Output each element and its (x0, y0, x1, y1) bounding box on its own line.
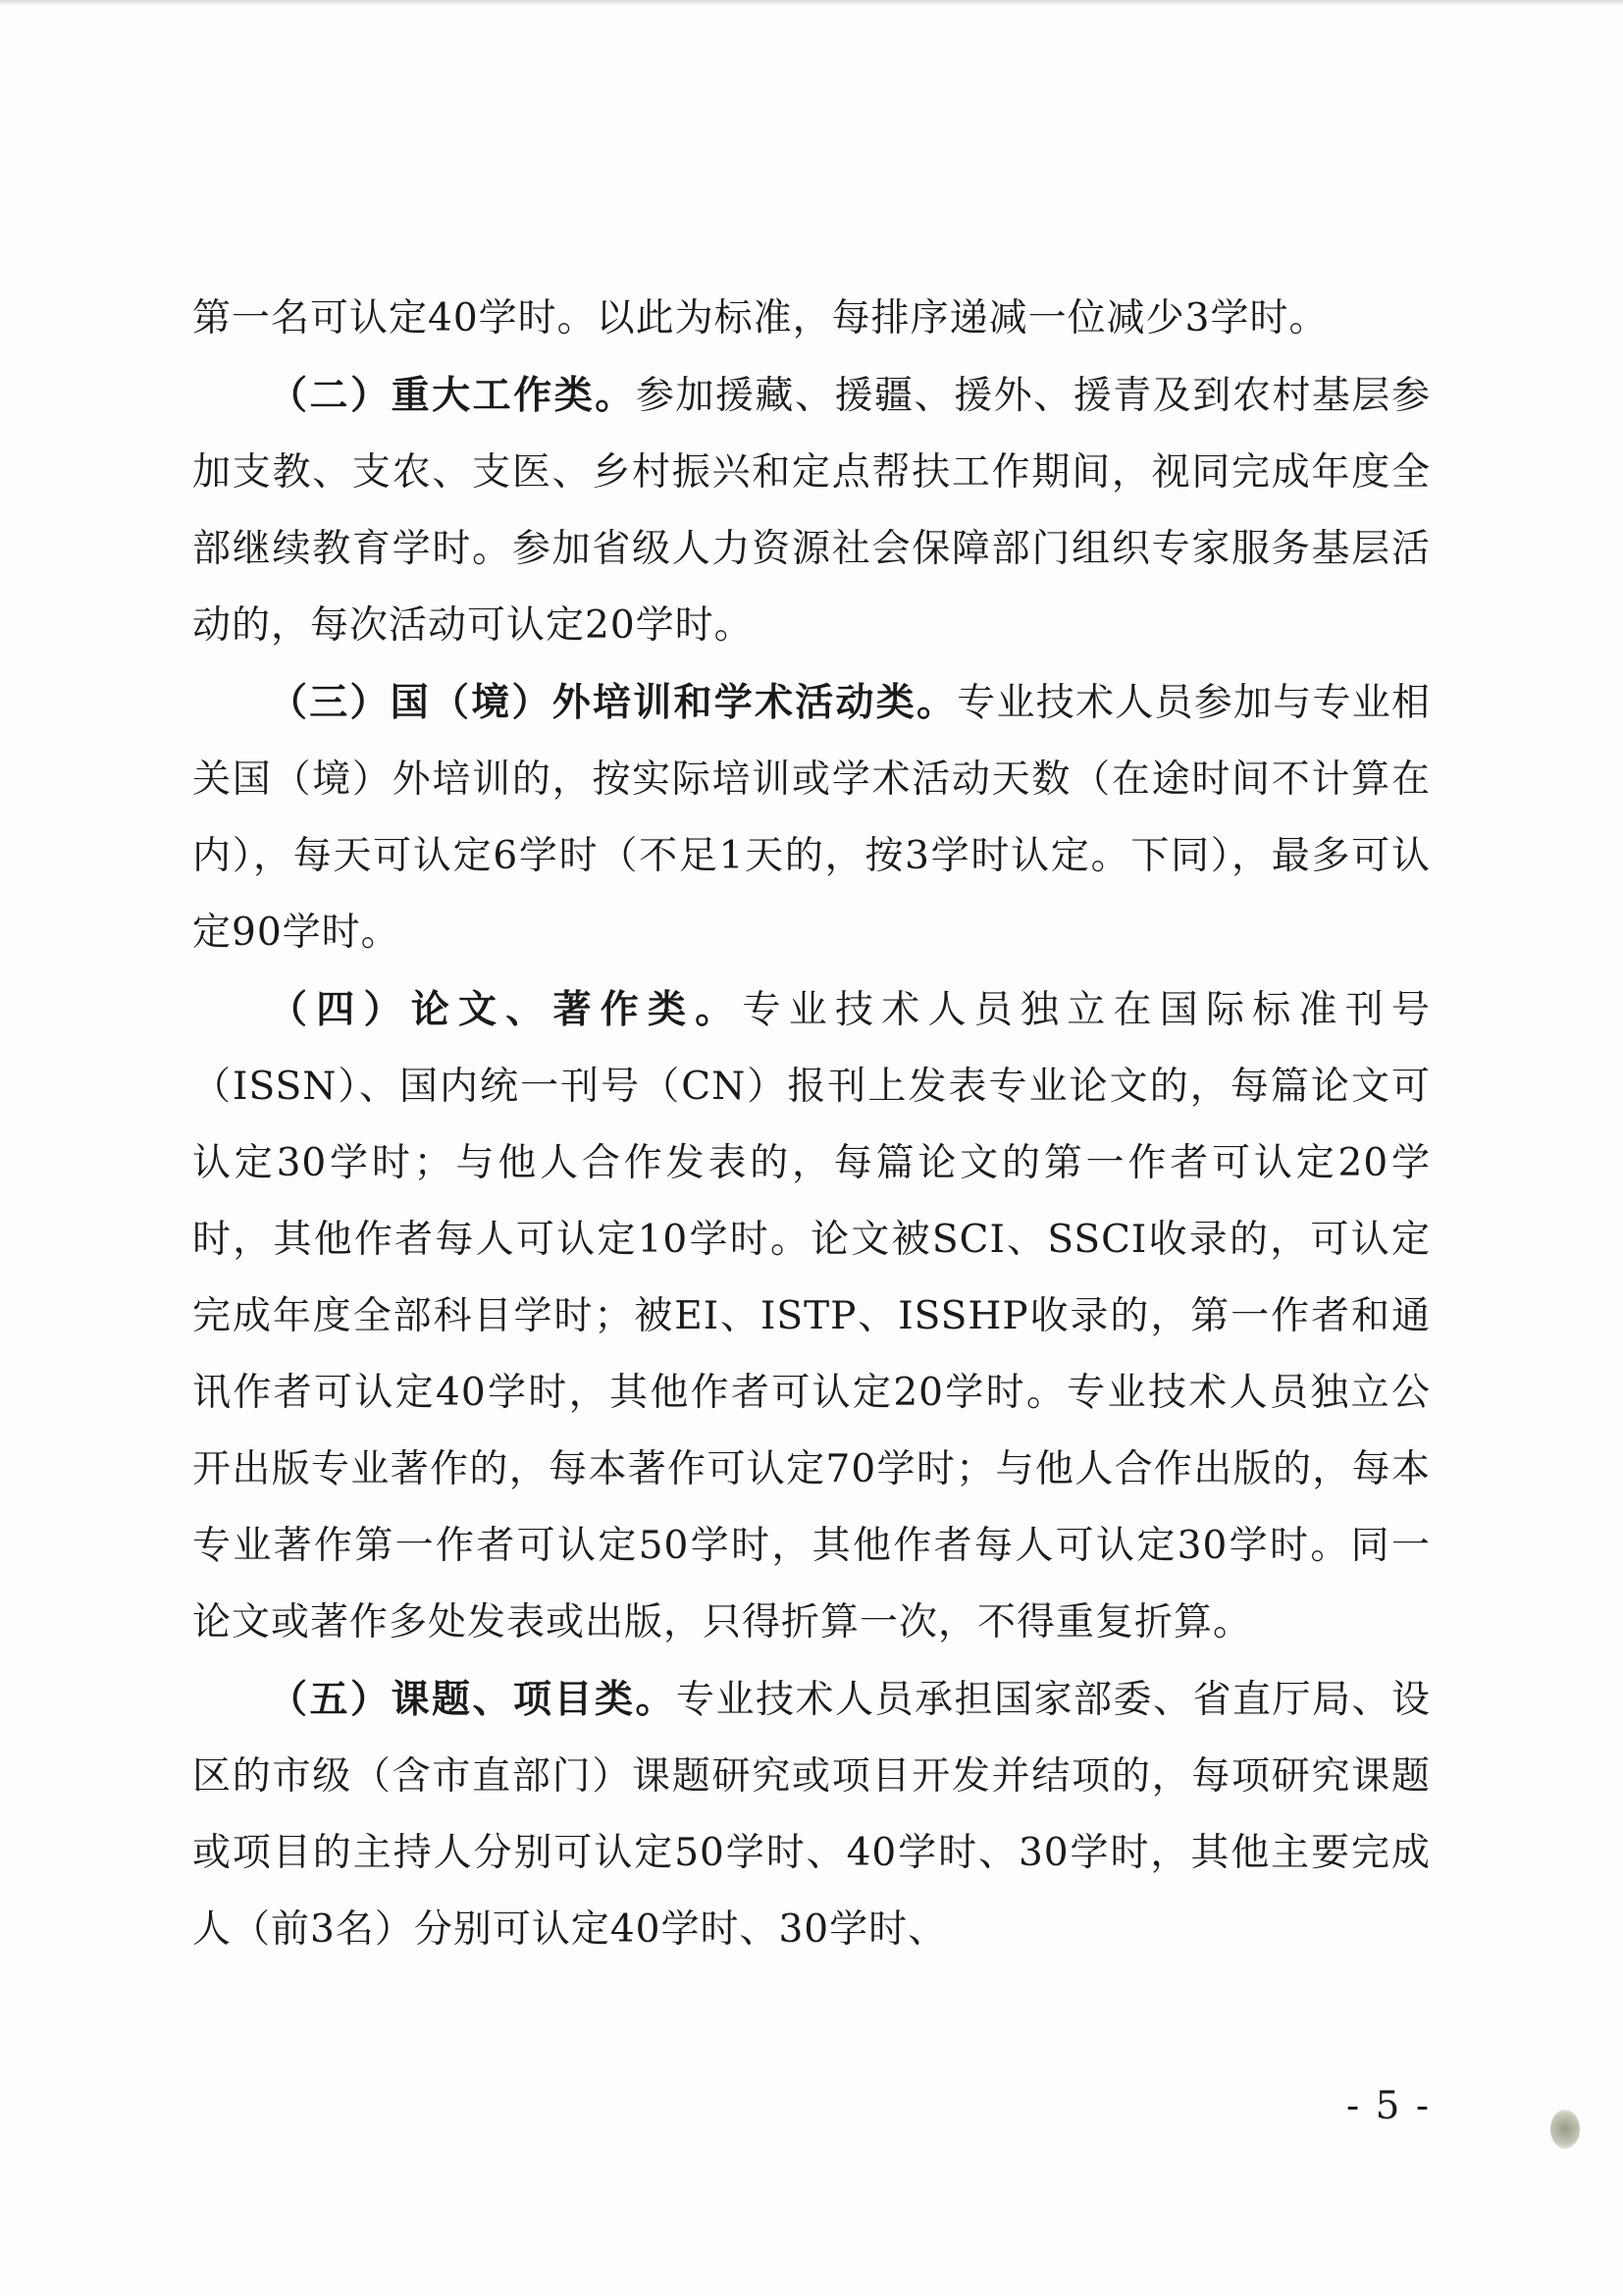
paragraph-papers-works (192, 971, 1431, 1661)
paragraph-text: 参加援藏、援疆、援外、援青及到农村基层参加支教、支农、支医、乡村振兴和定点帮扶工作期间，视同完成年度全部继续教育学时。参加省级人力资源社会保障部门组织专家服务基层活动的，每次活动可认定20学时。 (192, 374, 1431, 648)
section-heading: （五）课题、项目类。 (269, 1677, 676, 1722)
section-heading: （四）论文、著作类。 (269, 987, 743, 1032)
scan-edge (0, 0, 1623, 6)
paragraph-continuation (192, 281, 1431, 357)
paragraph-overseas-training (192, 664, 1431, 971)
ink-spot (1550, 2110, 1580, 2149)
paragraph-text: 专业技术人员参加与专业相关国（境）外培训的，按实际培训或学术活动天数（在途时间不计算在内），每天可认定6学时（不足1天的，按3学时认定。下同），最多可认定90学时。 (192, 681, 1431, 955)
paragraph-text: 专业技术人员承担国家部委、省直厅局、设区的市级（含市直部门）课题研究或项目开发并结项的，每项研究课题或项目的主持人分别可认定50学时、40学时、30学时，其他主要完成人（前3名）分别可认定40学时、30学时、 (192, 1678, 1431, 1952)
paragraph-text: 专业技术人员独立在国际标准刊号（ISSN）、国内统一刊号（CN）报刊上发表专业论文的，每篇论文可认定30学时；与他人合作发表的，每篇论文的第一作者可认定20学时，其他作者每人可认定10学时。论文被SCI、SSCI收录的，可认定完成年度全部科目学时；被EI、ISTP、ISSHP收录的，第一作者和通讯作者可认定40学时，其他作者可认定20学时。专业技术人员独立公开出版专业著作的，每本著作可认定70学时；与他人合作出版的，每本专业著作第一作者可认定50学时，其他作者每人可认定30学时。同一论文或著作多处发表或出版，只得折算一次，不得重复折算。 (192, 988, 1431, 1644)
body-text (192, 281, 1431, 1968)
section-heading: （二）重大工作类。 (269, 373, 636, 418)
paragraph-projects (192, 1661, 1431, 1968)
paragraph-major-work (192, 357, 1431, 664)
section-heading: （三）国（境）外培训和学术活动类。 (269, 680, 958, 725)
paragraph-text: 第一名可认定40学时。以此为标准，每排序递减一位减少3学时。 (192, 296, 1329, 340)
page-number: - 5 - (1346, 2084, 1431, 2128)
